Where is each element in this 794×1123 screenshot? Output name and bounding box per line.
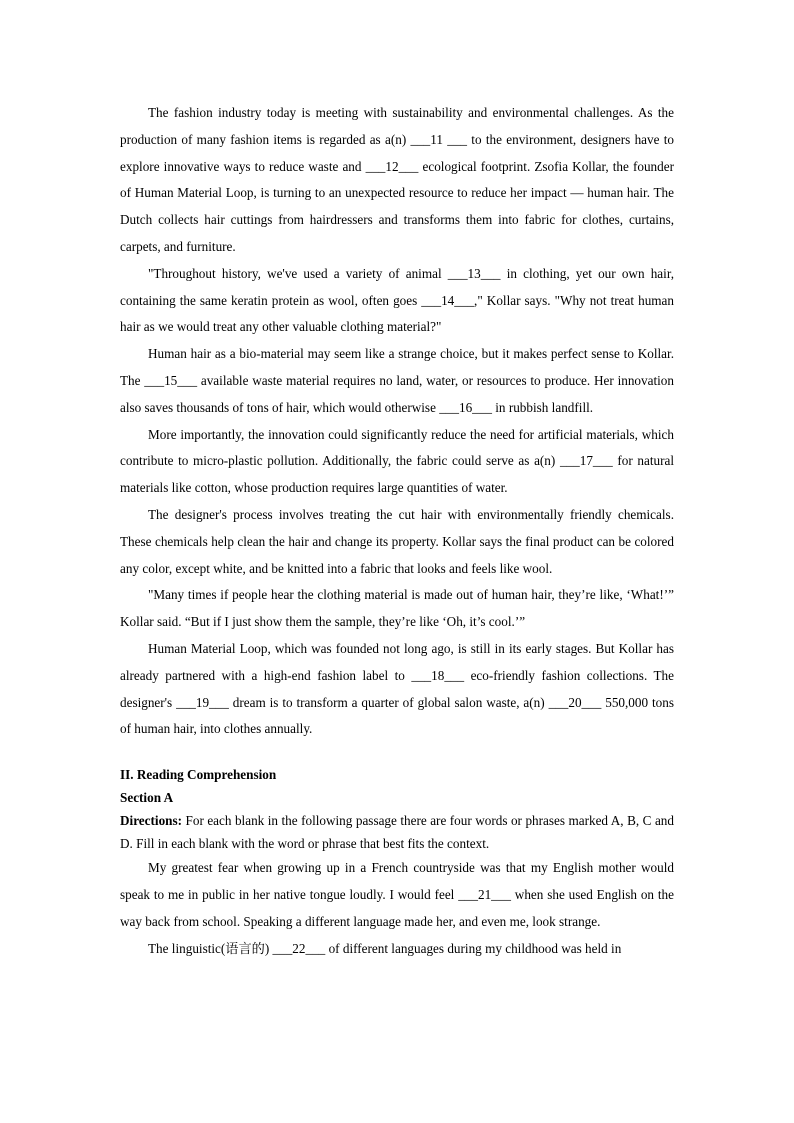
cloze-paragraph-3: Human hair as a bio-material may seem like a strange choice, but it makes perfect sense to Kollar. The ___15___ available waste material requires no land, water, or resources to produce. Her innovation also saves thousands of tons of hair, which would otherwise ___16___ in rubbish landfill. (120, 346, 674, 415)
cloze-passage (120, 100, 674, 743)
cloze-paragraph-7: Human Material Loop, which was founded not long ago, is still in its early stages. But Kollar has already partnered with a high-end fashion label to ___18___ eco-friendly fashion collections. The designer's ___19___ dream is to transform a quarter of global salon waste, a(n) ___20___ 550,000 tons of human hair, into clothes annually. (120, 640, 674, 737)
reading-paragraph-1: My greatest fear when growing up in a French countryside was that my English mother would speak to me in public in her native tongue loudly. I would feel ___21___ when she used English on the way back from school. Speaking a different language made her, and even me, look strange. (120, 860, 674, 929)
cloze-paragraph-4: More importantly, the innovation could significantly reduce the need for artificial materials, which contribute to micro-plastic pollution. Additionally, the fabric could serve as a(n) ___17___ for natural materials like cotton, whose production requires large quantities of water. (120, 426, 674, 496)
cloze-paragraph-2: "Throughout history, we've used a variety of animal ___13___ in clothing, yet our own hair, containing the same keratin protein as wool, often goes ___14___," Kollar says. "Why not treat human hair as we would treat any other valuable clothing material?" (120, 265, 674, 335)
reading-section (120, 763, 674, 962)
directions-text: For each blank in the following passage there are four words or phrases marked A, B, C and D. Fill in each blank with the word or phrase that best fits the context. (120, 813, 674, 852)
directions (120, 809, 674, 855)
section-spacer (120, 743, 674, 763)
cloze-paragraph-5: The designer's process involves treating the cut hair with environmentally friendly chemicals. These chemicals help clean the hair and change its property. Kollar says the final product can be colored any color, except white, and be knitted into a fabric that looks and feels like wool. (120, 506, 674, 576)
cloze-paragraph-6: "Many times if people hear the clothing material is made out of human hair, they’re like, ‘What!’” Kollar said. “But if I just show them the sample, they’re like ‘Oh, it’s cool.’” (120, 587, 674, 630)
document-page (120, 100, 674, 962)
directions-label: Directions: (120, 813, 183, 829)
part-title: II. Reading Comprehension (120, 767, 277, 783)
cloze-paragraph-1: The fashion industry today is meeting with sustainability and environmental challenges. As the production of many fashion items is regarded as a(n) ___11 ___ to the environment, designers have to explore innovative ways to reduce waste and ___12___ ecological footprint. Zsofia Kollar, the founder of Human Material Loop, is turning to an unexpected resource to reduce her impact — human hair. The Dutch collects hair cuttings from hairdressers and transforms them into fabric for clothes, curtains, carpets, and furniture. (120, 105, 674, 254)
reading-paragraph-2: The linguistic(语言的) ___22___ of different languages during my childhood was held in (148, 940, 622, 956)
section-title: Section A (120, 790, 174, 806)
